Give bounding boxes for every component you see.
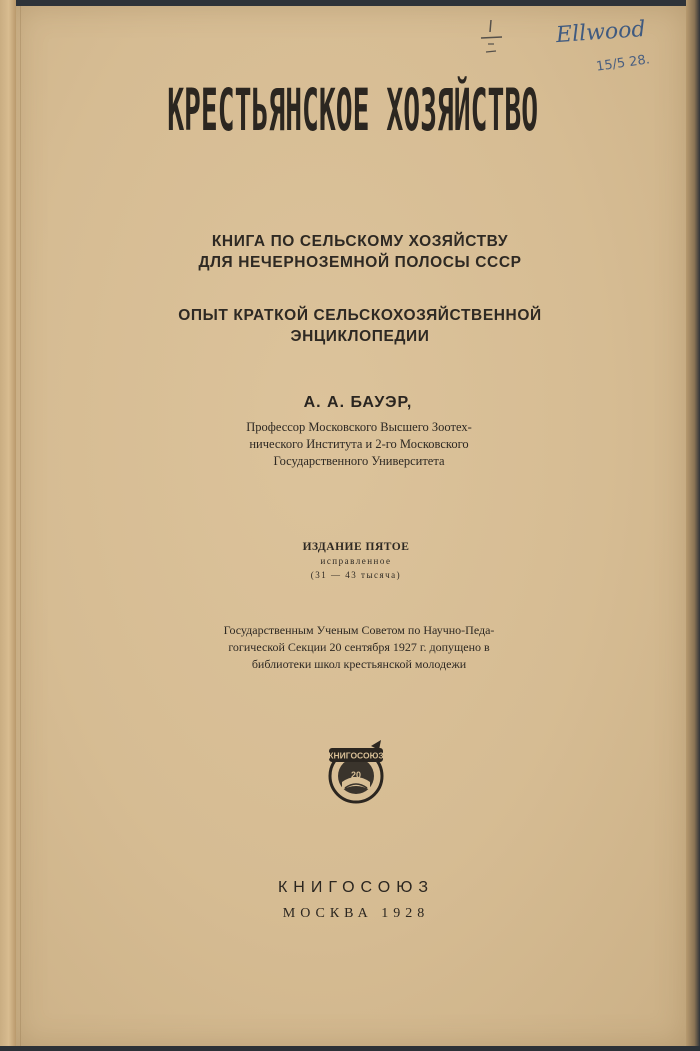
edition-number: ИЗДАНИЕ ПЯТОЕ [302,541,410,553]
emblem-number: 20 [350,770,362,780]
publisher-name: КНИГОСОЮЗ [277,879,435,896]
subtitle-block-2 [10,305,700,347]
emblem-text: КНИГОСОЮЗ [328,750,384,761]
subtitle-2-line-2: ЭНЦИКЛОПЕДИИ [290,328,430,345]
city-year: МОСКВА 1928 [282,906,430,921]
author-credentials-line-2: нического Института и 2-го Московского [249,437,469,451]
handwritten-fraction-mark [476,14,506,62]
approval-line-3: библиотеки школ крестьянской молодежи [251,657,467,671]
book-title: КРЕСТЬЯНСКОЕ ХОЗЯЙСТВО [167,76,539,144]
handwritten-signature: Ellwood [555,16,647,49]
author-credentials [9,419,700,470]
print-run: (31 — 43 тысяча) [310,570,402,580]
subtitle-1-line-2: ДЛЯ НЕЧЕРНОЗЕМНОЙ ПОЛОСЫ СССР [198,254,522,271]
approval-line-2: гогической Секции 20 сентября 1927 г. допущено в [228,640,490,654]
approval-line-1: Государственным Ученым Советом по Научно-Педа- [223,623,495,637]
publisher-emblem-icon [323,738,389,810]
edition-note: исправленное [320,556,392,566]
author-credentials-line-1: Профессор Московского Высшего Зоотех- [246,420,472,434]
edition-info [6,540,700,582]
handwritten-date: 15/5 28. [595,52,651,75]
author-name: А. А. БАУЭР, [303,394,413,411]
scan-border-bottom [0,1046,700,1051]
approval-statement [9,622,700,673]
subtitle-block-1 [10,231,700,273]
subtitle-1-line-1: КНИГА ПО СЕЛЬСКОМУ ХОЗЯЙСТВУ [211,233,509,250]
author-credentials-line-3: Государственного Университета [273,454,445,468]
subtitle-2-line-1: ОПЫТ КРАТКОЙ СЕЛЬСКОХОЗЯЙСТВЕННОЙ [178,307,542,324]
